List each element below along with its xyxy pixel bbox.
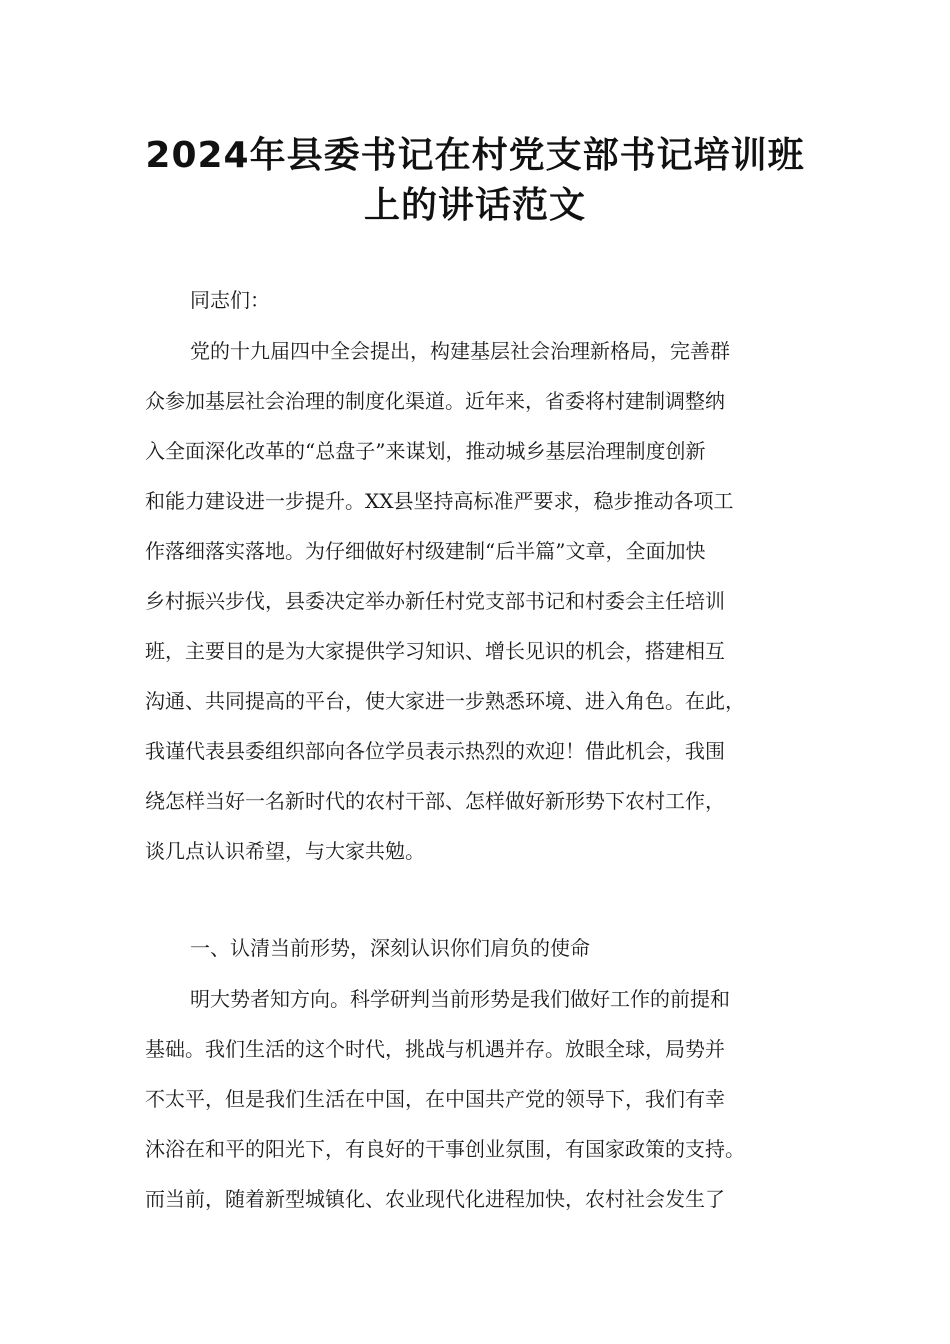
- paragraph-1-line: 众参加基层社会治理的制度化渠道。近年来，省委将村建制调整纳: [145, 389, 725, 413]
- paragraph-1-line: 绕怎样当好一名新时代的农村干部、怎样做好新形势下农村工作，: [145, 789, 725, 813]
- paragraph-2-line: 而当前，随着新型城镇化、农业现代化进程加快，农村社会发生了: [145, 1187, 725, 1211]
- document-title-line-1: 2024年县委书记在村党支部书记培训班: [145, 135, 805, 176]
- paragraph-1-line: 入全面深化改革的“总盘子”来谋划，推动城乡基层治理制度创新: [145, 439, 706, 463]
- paragraph-1-line: 作落细落实落地。为仔细做好村级建制“后半篇”文章，全面加快: [145, 539, 706, 563]
- section-1-heading: 一、认清当前形势，深刻认识你们肩负的使命: [190, 936, 590, 960]
- paragraph-1-line: 班，主要目的是为大家提供学习知识、增长见识的机会，搭建相互: [145, 639, 725, 663]
- paragraph-2-line: 沐浴在和平的阳光下，有良好的干事创业氛围，有国家政策的支持。: [145, 1137, 745, 1161]
- paragraph-1-line: 党的十九届四中全会提出，构建基层社会治理新格局，完善群: [190, 339, 730, 363]
- paragraph-2-line: 不太平，但是我们生活在中国，在中国共产党的领导下，我们有幸: [145, 1087, 725, 1111]
- paragraph-2-line: 基础。我们生活的这个时代，挑战与机遇并存。放眼全球，局势并: [145, 1037, 725, 1061]
- paragraph-1-line: 沟通、共同提高的平台，使大家进一步熟悉环境、进入角色。在此，: [145, 689, 745, 713]
- document-title-line-2: 上的讲话范文: [363, 185, 586, 226]
- paragraph-2-line: 明大势者知方向。科学研判当前形势是我们做好工作的前提和: [190, 987, 730, 1011]
- salutation: 同志们：: [190, 288, 270, 312]
- paragraph-1-line: 乡村振兴步伐，县委决定举办新任村党支部书记和村委会主任培训: [145, 589, 725, 613]
- paragraph-1-line: 我谨代表县委组织部向各位学员表示热烈的欢迎！借此机会，我围: [145, 739, 725, 763]
- paragraph-1-line: 谈几点认识希望，与大家共勉。: [145, 839, 425, 863]
- paragraph-1-line: 和能力建设进一步提升。XX县坚持高标准严要求，稳步推动各项工: [145, 489, 734, 513]
